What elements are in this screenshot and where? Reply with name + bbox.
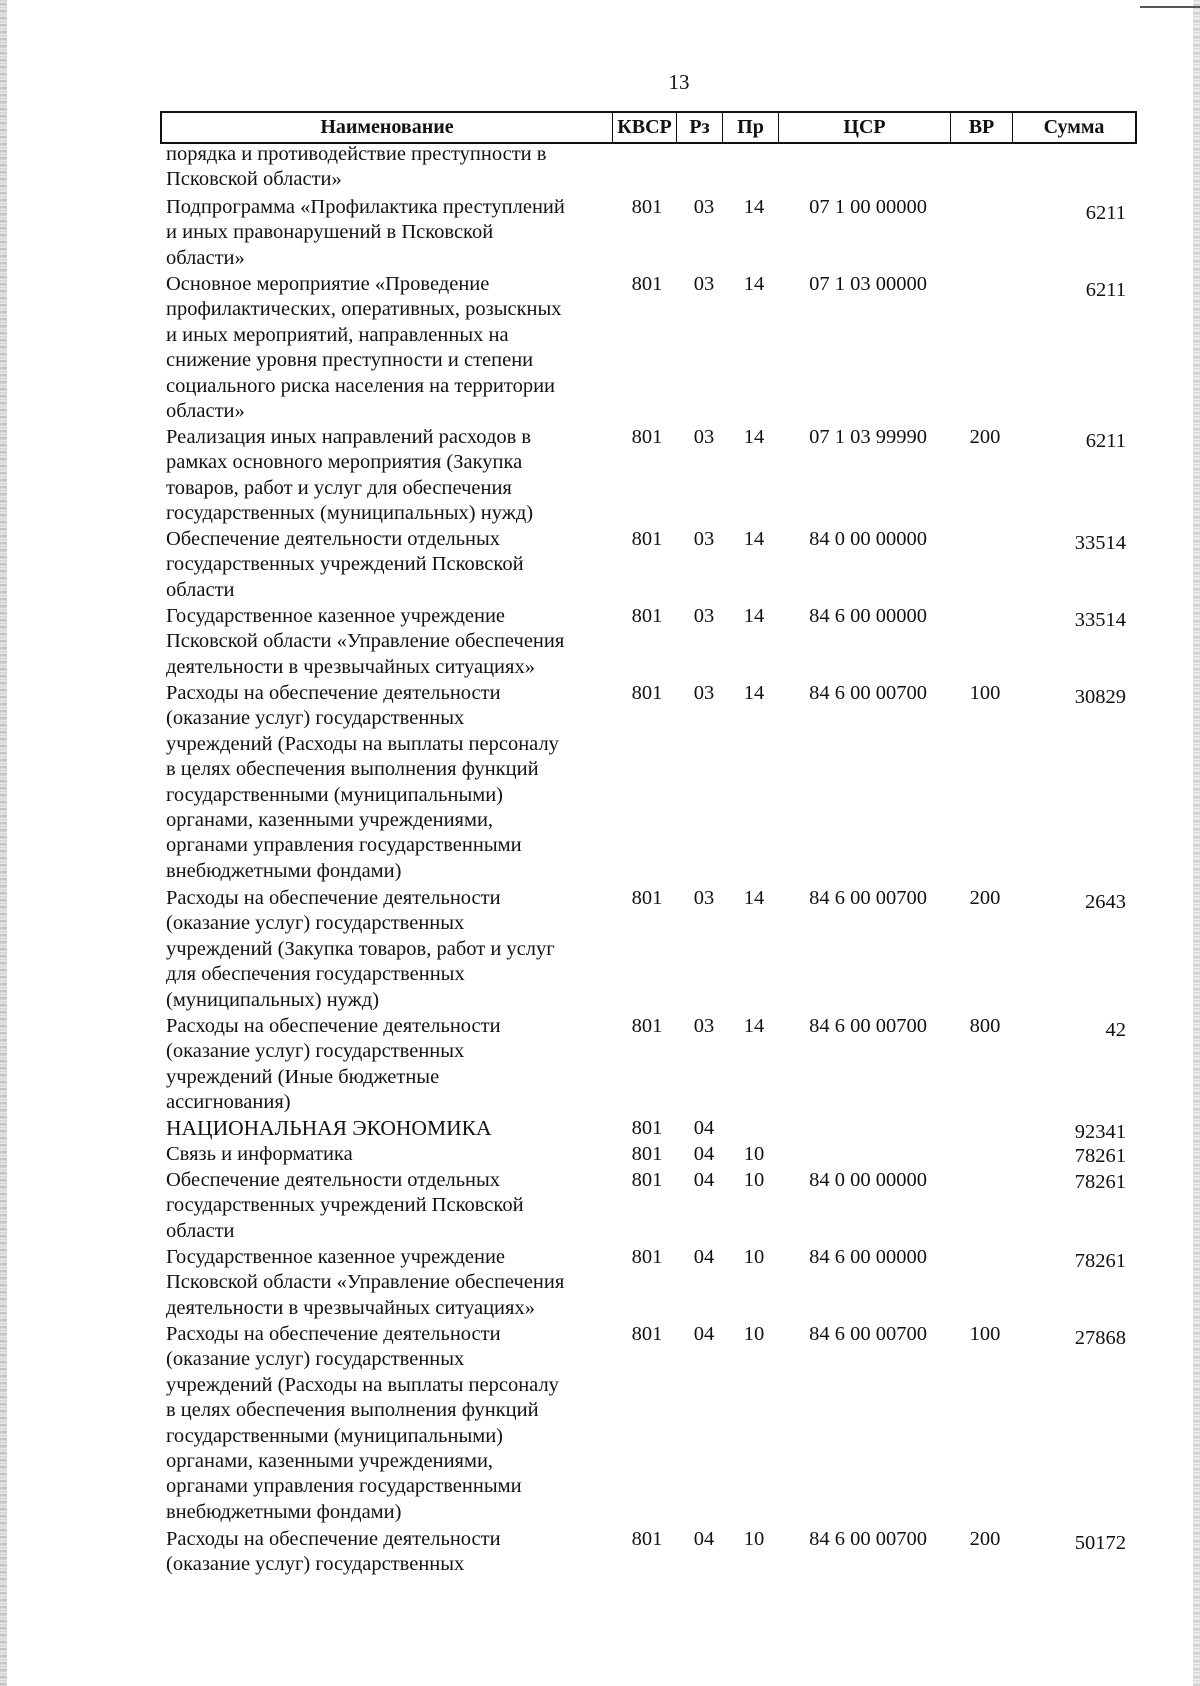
row-kvsr: 801 <box>631 196 663 218</box>
row-vr: 200 <box>969 1528 1001 1550</box>
row-name: НАЦИОНАЛЬНАЯ ЭКОНОМИКА <box>166 1116 492 1140</box>
row-csr: 84 6 00 00700 <box>809 887 927 909</box>
row-kvsr: 801 <box>631 1528 663 1550</box>
row-kvsr: 801 <box>631 273 663 295</box>
header-csr: ЦСР <box>778 113 950 142</box>
header-rz: Рз <box>676 113 722 142</box>
row-kvsr: 801 <box>631 426 663 448</box>
row-name: Подпрограмма «Профилактика преступлений и иных правонарушений в Псковской области» <box>166 196 565 269</box>
row-sum: 78261 <box>1074 1250 1126 1272</box>
row-rz: 03 <box>693 426 715 448</box>
row-name: Расходы на обеспечение деятельности (оказание услуг) государственных учреждений (Расходы на выплаты персоналу в целях обеспечения выполнения функций государственными (муниципальными) органами, казенными учреждениями, органами управления государственными внебюджетными фондами) <box>166 1323 559 1523</box>
row-name: Государственное казенное учреждение Псковской области «Управление обеспечения деятельности в чрезвычайных ситуациях» <box>166 1246 565 1319</box>
row-rz: 03 <box>693 196 715 218</box>
row-pr: 10 <box>743 1143 765 1165</box>
row-name: Реализация иных направлений расходов в рамках основного мероприятия (Закупка товаров, работ и услуг для обеспечения государственных (муниципальных) нужд) <box>166 426 534 525</box>
row-name: Расходы на обеспечение деятельности (оказание услуг) государственных учреждений (Расходы на выплаты персоналу в целях обеспечения выполнения функций государственными (муниципальными) органами, казенными учреждениями, органами управления государственными внебюджетными фондами) <box>166 682 559 882</box>
row-rz: 04 <box>693 1323 715 1345</box>
row-kvsr: 801 <box>631 605 663 627</box>
row-csr: 84 6 00 00000 <box>809 605 927 627</box>
row-pr: 14 <box>743 682 765 704</box>
row-csr: 84 6 00 00700 <box>809 1528 927 1550</box>
row-vr: 200 <box>969 887 1001 909</box>
row-sum: 92341 <box>1074 1121 1126 1143</box>
row-kvsr: 801 <box>631 1143 663 1165</box>
row-sum: 50172 <box>1074 1532 1126 1554</box>
row-vr: 800 <box>969 1015 1001 1037</box>
row-csr: 84 6 00 00700 <box>809 682 927 704</box>
row-rz: 04 <box>693 1143 715 1165</box>
header-sum: Сумма <box>1012 113 1135 142</box>
row-pr: 14 <box>743 426 765 448</box>
row-pr: 14 <box>743 528 765 550</box>
row-csr: 07 1 03 99990 <box>809 426 927 448</box>
row-name: Связь и информатика <box>166 1143 353 1165</box>
row-name: Расходы на обеспечение деятельности (оказание услуг) государственных <box>166 1528 501 1576</box>
row-pr: 10 <box>743 1528 765 1550</box>
row-csr: 84 6 00 00000 <box>809 1246 927 1268</box>
row-pr: 14 <box>743 1015 765 1037</box>
row-rz: 03 <box>693 273 715 295</box>
row-rz: 04 <box>693 1246 715 1268</box>
row-name: Основное мероприятие «Проведение профилактических, оперативных, розыскных и иных мероприятий, направленных на снижение уровня преступности и степени социального риска населения на территории области» <box>166 273 562 423</box>
row-sum: 33514 <box>1074 532 1126 554</box>
row-kvsr: 801 <box>631 528 663 550</box>
row-rz: 03 <box>693 528 715 550</box>
row-sum: 27868 <box>1074 1327 1126 1349</box>
row-pr: 14 <box>743 605 765 627</box>
row-pr: 14 <box>743 273 765 295</box>
row-kvsr: 801 <box>631 1323 663 1345</box>
header-name: Наименование <box>320 116 454 138</box>
row-csr: 07 1 00 00000 <box>809 196 927 218</box>
row-sum: 78261 <box>1074 1145 1126 1167</box>
header-pr: Пр <box>722 113 778 142</box>
row-kvsr: 801 <box>631 1117 663 1139</box>
row-rz: 04 <box>693 1117 715 1139</box>
row-pr: 14 <box>743 887 765 909</box>
header-vr: ВР <box>950 113 1012 142</box>
row-kvsr: 801 <box>631 1015 663 1037</box>
row-name: Обеспечение деятельности отдельных государственных учреждений Псковской области <box>166 1169 524 1242</box>
row-sum: 6211 <box>1085 430 1126 452</box>
row-kvsr: 801 <box>631 1169 663 1191</box>
row-sum: 78261 <box>1074 1171 1126 1193</box>
row-name: Расходы на обеспечение деятельности (оказание услуг) государственных учреждений (Закупка товаров, работ и услуг для обеспечения государственных (муниципальных) нужд) <box>166 887 555 1011</box>
row-csr: 84 0 00 00000 <box>809 528 927 550</box>
row-sum: 6211 <box>1085 279 1126 301</box>
row-pr: 10 <box>743 1246 765 1268</box>
header-kvsr: КВСР <box>612 113 676 142</box>
row-sum: 33514 <box>1074 609 1126 631</box>
row-name: Обеспечение деятельности отдельных государственных учреждений Псковской области <box>166 528 524 601</box>
row-csr: 84 0 00 00000 <box>809 1169 927 1191</box>
row-vr: 200 <box>969 426 1001 448</box>
row-sum: 6211 <box>1085 202 1126 224</box>
row-sum: 30829 <box>1074 686 1126 708</box>
row-rz: 03 <box>693 682 715 704</box>
row-sum: 2643 <box>1085 891 1126 913</box>
row-name: Государственное казенное учреждение Псковской области «Управление обеспечения деятельности в чрезвычайных ситуациях» <box>166 605 565 678</box>
row-pr: 14 <box>743 196 765 218</box>
row-kvsr: 801 <box>631 1246 663 1268</box>
row-csr: 84 6 00 00700 <box>809 1015 927 1037</box>
row-rz: 04 <box>693 1528 715 1550</box>
row-kvsr: 801 <box>631 682 663 704</box>
row-rz: 03 <box>693 605 715 627</box>
row-pr: 10 <box>743 1323 765 1345</box>
row-name: Расходы на обеспечение деятельности (оказание услуг) государственных учреждений (Иные бюджетные ассигнования) <box>166 1015 501 1114</box>
row-rz: 04 <box>693 1169 715 1191</box>
row-rz: 03 <box>693 887 715 909</box>
row-pr: 10 <box>743 1169 765 1191</box>
row-rz: 03 <box>693 1015 715 1037</box>
row-csr: 07 1 03 00000 <box>809 273 927 295</box>
row-name: порядка и противодействие преступности в Псковской области» <box>166 143 547 191</box>
row-vr: 100 <box>969 682 1001 704</box>
row-vr: 100 <box>969 1323 1001 1345</box>
row-sum: 42 <box>1105 1019 1126 1041</box>
row-csr: 84 6 00 00700 <box>809 1323 927 1345</box>
row-kvsr: 801 <box>631 887 663 909</box>
page-number: 13 <box>668 70 690 94</box>
